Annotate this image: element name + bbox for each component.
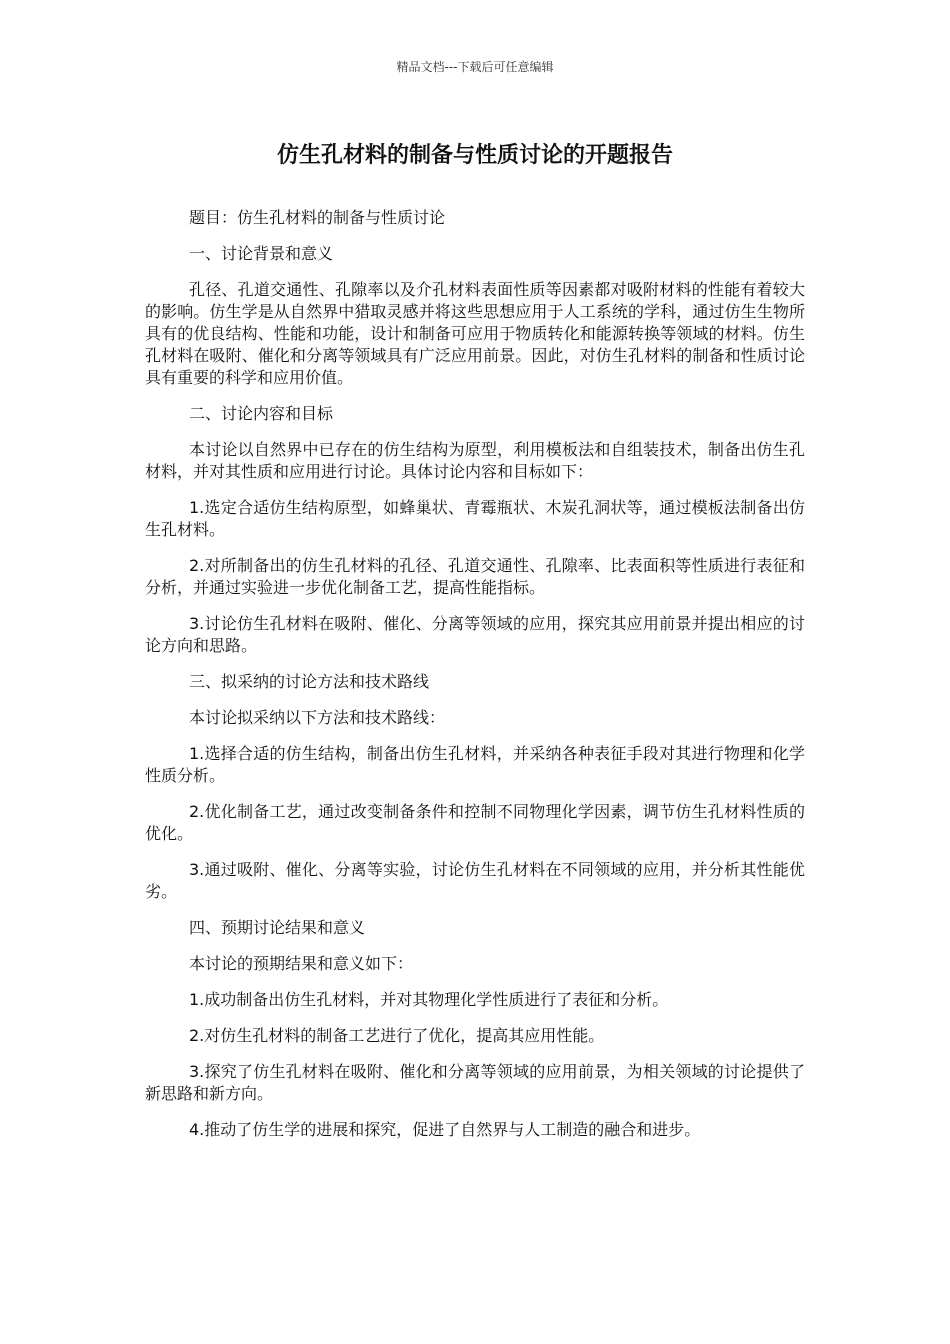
document-body	[145, 207, 805, 1155]
section-heading-methods: 三、拟采纳的讨论方法和技术路线	[189, 672, 430, 691]
list-item-methods-2: 2.优化制备工艺，通过改变制备条件和控制不同物理化学因素，调节仿生孔材料性质的优化。	[145, 802, 805, 843]
subject-line: 题目：仿生孔材料的制备与性质讨论	[189, 208, 446, 227]
paragraph-background: 孔径、孔道交通性、孔隙率以及介孔材料表面性质等因素都对吸附材料的性能有着较大的影响。仿生学是从自然界中猎取灵感并将这些思想应用于人工系统的学科，通过仿生生物所具有的优良结构、性能和功能，设计和制备可应用于物质转化和能源转换等领域的材料。仿生孔材料在吸附、催化和分离等领域具有广泛应用前景。因此，对仿生孔材料的制备和性质讨论具有重要的科学和应用价值。	[145, 280, 805, 387]
paragraph-content-intro: 本讨论以自然界中已存在的仿生结构为原型，利用模板法和自组装技术，制备出仿生孔材料，并对其性质和应用进行讨论。具体讨论内容和目标如下：	[145, 440, 805, 481]
list-item-results-2: 2.对仿生孔材料的制备工艺进行了优化，提高其应用性能。	[189, 1026, 605, 1045]
paragraph-results-intro: 本讨论的预期结果和意义如下：	[189, 954, 414, 973]
section-heading-content-goals: 二、讨论内容和目标	[189, 404, 334, 423]
list-item-results-1: 1.成功制备出仿生孔材料，并对其物理化学性质进行了表征和分析。	[189, 990, 669, 1009]
list-item-content-2: 2.对所制备出的仿生孔材料的孔径、孔道交通性、孔隙率、比表面积等性质进行表征和分析，并通过实验进一步优化制备工艺，提高性能指标。	[145, 556, 805, 597]
document-title: 仿生孔材料的制备与性质讨论的开题报告	[276, 143, 673, 168]
list-item-methods-1: 1.选择合适的仿生结构，制备出仿生孔材料，并采纳各种表征手段对其进行物理和化学性质分析。	[145, 744, 805, 785]
section-heading-background: 一、讨论背景和意义	[189, 244, 334, 263]
list-item-content-3: 3.讨论仿生孔材料在吸附、催化、分离等领域的应用，探究其应用前景并提出相应的讨论方向和思路。	[145, 614, 805, 655]
list-item-methods-3: 3.通过吸附、催化、分离等实验，讨论仿生孔材料在不同领域的应用，并分析其性能优劣。	[145, 860, 805, 901]
list-item-results-4: 4.推动了仿生学的进展和探究，促进了自然界与人工制造的融合和进步。	[189, 1120, 701, 1139]
section-heading-expected-results: 四、预期讨论结果和意义	[189, 918, 366, 937]
list-item-results-3: 3.探究了仿生孔材料在吸附、催化和分离等领域的应用前景，为相关领域的讨论提供了新思路和新方向。	[145, 1062, 805, 1103]
header-note: 精品文档---下载后可任意编辑	[396, 60, 554, 74]
paragraph-methods-intro: 本讨论拟采纳以下方法和技术路线：	[189, 708, 446, 727]
list-item-content-1: 1.选定合适仿生结构原型，如蜂巢状、青霉瓶状、木炭孔洞状等，通过模板法制备出仿生孔材料。	[145, 498, 805, 539]
